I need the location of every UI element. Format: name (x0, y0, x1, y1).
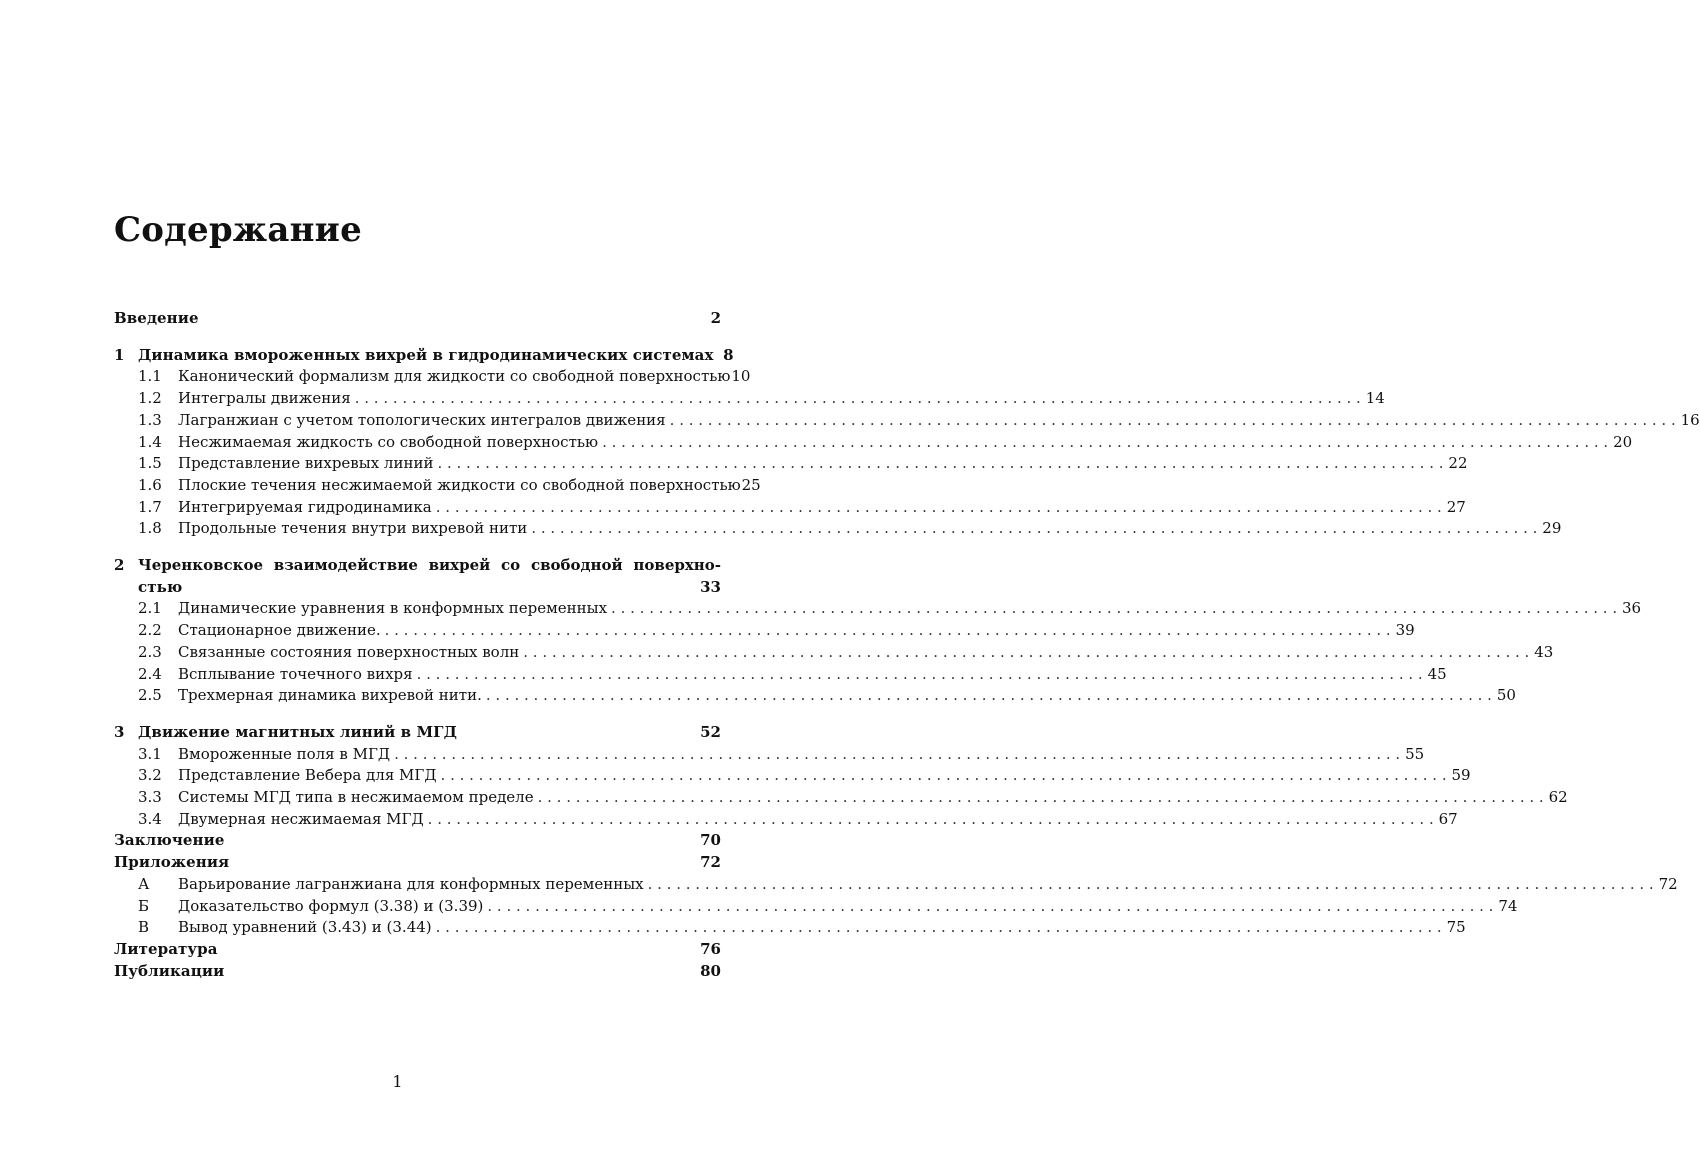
toc-entry-page: 72 (700, 853, 721, 872)
section-page: 43 (1534, 642, 1554, 661)
toc-section-1-7[interactable] (114, 497, 1466, 519)
toc-entry-intro[interactable] (114, 308, 721, 330)
section-page: 59 (1451, 766, 1471, 785)
leader-dots (534, 787, 1548, 809)
toc-entry-title: Публикации (114, 961, 225, 980)
toc-section-2-5[interactable] (114, 685, 1516, 707)
leader-dots (666, 410, 1680, 432)
toc-section-2-2[interactable] (114, 620, 1415, 642)
toc-section-1-8[interactable] (114, 518, 1562, 540)
appendix-letter: В (138, 918, 150, 937)
chapter-page: 33 (700, 577, 721, 596)
leader-dots (432, 917, 1446, 939)
toc-entry-title: Введение (114, 309, 199, 327)
leader-dots (437, 765, 1451, 787)
section-page: 55 (1405, 744, 1425, 763)
section-title: Динамические уравнения в конформных переменных (178, 599, 608, 618)
section-page: 14 (1365, 389, 1385, 408)
section-number: 2.3 (138, 642, 162, 661)
section-page: 20 (1613, 432, 1633, 451)
toc-section-1-2[interactable] (114, 388, 1385, 410)
toc-entry-appendices[interactable] (114, 852, 721, 874)
section-number: 1.2 (138, 389, 162, 408)
section-number: 3.1 (138, 744, 162, 763)
chapter-title-line-1: Черенковское взаимодействие вихрей со свободной поверхно- (138, 556, 721, 575)
leader-dots (390, 744, 1404, 766)
toc-section-3-3[interactable] (114, 787, 1568, 809)
toc-chapter-2-cont[interactable] (114, 577, 721, 599)
section-page: 39 (1395, 621, 1415, 640)
section-number: 3.2 (138, 766, 162, 785)
section-number: 1.6 (138, 475, 162, 494)
chapter-page: 8 (723, 345, 734, 364)
section-number: 2.2 (138, 621, 162, 640)
chapter-title: Движение магнитных линий в МГД (138, 722, 458, 741)
section-number: 2.4 (138, 664, 162, 683)
appendix-title: Доказательство формул (3.38) и (3.39) (178, 896, 484, 915)
toc-section-1-4[interactable] (114, 432, 1633, 454)
section-number: 1.8 (138, 519, 162, 538)
toc-section-3-4[interactable] (114, 809, 1458, 831)
chapter-title-line-2: стью (138, 577, 183, 596)
section-number: 1.4 (138, 432, 162, 451)
toc-appendix-a[interactable] (114, 874, 1678, 896)
section-title: Канонический формализм для жидкости со свободной поверхностью (178, 367, 731, 386)
leader-dots (607, 598, 1621, 620)
section-title: Вмороженные поля в МГД (178, 744, 391, 763)
page-title: Содержание (114, 210, 362, 250)
leader-dots (482, 685, 1496, 707)
appendix-title: Вывод уравнений (3.43) и (3.44) (178, 918, 432, 937)
leader-dots (519, 642, 1533, 664)
appendix-letter: А (138, 874, 150, 893)
section-title: Интегрируемая гидродинамика (178, 497, 432, 516)
toc-entry-literature[interactable] (114, 939, 721, 961)
toc-section-1-5[interactable] (114, 453, 1468, 475)
toc-appendix-b[interactable] (114, 896, 1518, 918)
leader-dots (432, 497, 1446, 519)
chapter-page: 52 (700, 722, 721, 741)
section-title: Представление вихревых линий (178, 454, 434, 473)
section-title: Всплывание точечного вихря (178, 664, 413, 683)
chapter-number: 3 (114, 722, 125, 741)
toc-section-2-3[interactable] (114, 642, 1554, 664)
toc-section-3-1[interactable] (114, 744, 1425, 766)
chapter-title: Динамика вмороженных вихрей в гидродинамических системах (138, 345, 714, 364)
toc-entry-page: 2 (710, 309, 721, 327)
section-title: Продольные течения внутри вихревой нити (178, 519, 528, 538)
toc-chapter-1[interactable] (114, 345, 734, 367)
toc-section-1-3[interactable] (114, 410, 1700, 432)
section-number: 3.4 (138, 809, 162, 828)
appendix-page: 74 (1498, 896, 1518, 915)
toc-entry-title: Заключение (114, 831, 225, 850)
section-title: Интегралы движения (178, 389, 351, 408)
leader-dots (483, 896, 1497, 918)
section-page: 50 (1496, 686, 1516, 705)
toc-entry-publications[interactable] (114, 961, 721, 983)
section-page: 16 (1680, 410, 1700, 429)
section-number: 1.5 (138, 454, 162, 473)
leader-dots (433, 453, 1447, 475)
section-page: 10 (731, 367, 751, 386)
section-page: 27 (1446, 497, 1466, 516)
section-page: 29 (1542, 519, 1562, 538)
section-title: Связанные состояния поверхностных волн (178, 642, 520, 661)
section-title: Стационарное движение. (178, 621, 381, 640)
toc-section-2-4[interactable] (114, 664, 1447, 686)
chapter-number: 2 (114, 556, 125, 575)
section-page: 62 (1548, 788, 1568, 807)
toc-chapter-2[interactable] (114, 555, 721, 577)
leader-dots (424, 809, 1438, 831)
leader-dots (527, 518, 1541, 540)
appendix-page: 75 (1446, 918, 1466, 937)
leader-dots (598, 432, 1612, 454)
section-title: Системы МГД типа в несжимаемом пределе (178, 788, 534, 807)
toc-section-1-6[interactable] (114, 475, 761, 497)
toc-appendix-v[interactable] (114, 917, 1466, 939)
leader-dots (381, 620, 1395, 642)
section-page: 22 (1448, 454, 1468, 473)
section-page: 45 (1427, 664, 1447, 683)
section-title: Представление Вебера для МГД (178, 766, 437, 785)
toc-section-3-2[interactable] (114, 765, 1471, 787)
section-number: 3.3 (138, 788, 162, 807)
toc-entry-title: Приложения (114, 853, 230, 872)
appendix-letter: Б (138, 896, 150, 915)
section-title: Двумерная несжимаемая МГД (178, 809, 424, 828)
leader-dots (644, 874, 1658, 896)
appendix-page: 72 (1658, 874, 1678, 893)
section-title: Трехмерная динамика вихревой нити. (178, 686, 482, 705)
table-of-contents (114, 308, 1700, 982)
section-page: 67 (1438, 809, 1458, 828)
toc-section-1-1[interactable] (114, 366, 751, 388)
toc-entry-page: 80 (700, 961, 721, 980)
leader-dots (413, 664, 1427, 686)
page-number: 1 (392, 1072, 403, 1091)
section-number: 2.5 (138, 686, 162, 705)
section-number: 1.7 (138, 497, 162, 516)
section-title: Лагранжиан с учетом топологических интегралов движения (178, 410, 666, 429)
section-number: 2.1 (138, 599, 162, 618)
section-number: 1.1 (138, 367, 162, 386)
toc-chapter-3[interactable] (114, 722, 721, 744)
appendix-title: Варьирование лагранжиана для конформных переменных (178, 874, 644, 893)
leader-dots (351, 388, 1365, 410)
toc-entry-conclusion[interactable] (114, 830, 721, 852)
section-page: 36 (1622, 599, 1642, 618)
toc-entry-page: 76 (700, 939, 721, 958)
toc-entry-title: Литература (114, 939, 218, 958)
chapter-number: 1 (114, 345, 125, 364)
toc-entry-page: 70 (700, 831, 721, 850)
section-page: 25 (741, 475, 761, 494)
section-title: Несжимаемая жидкость со свободной поверхностью (178, 432, 599, 451)
toc-section-2-1[interactable] (114, 598, 1642, 620)
section-number: 1.3 (138, 410, 162, 429)
section-title: Плоские течения несжимаемой жидкости со свободной поверхностью (178, 475, 741, 494)
